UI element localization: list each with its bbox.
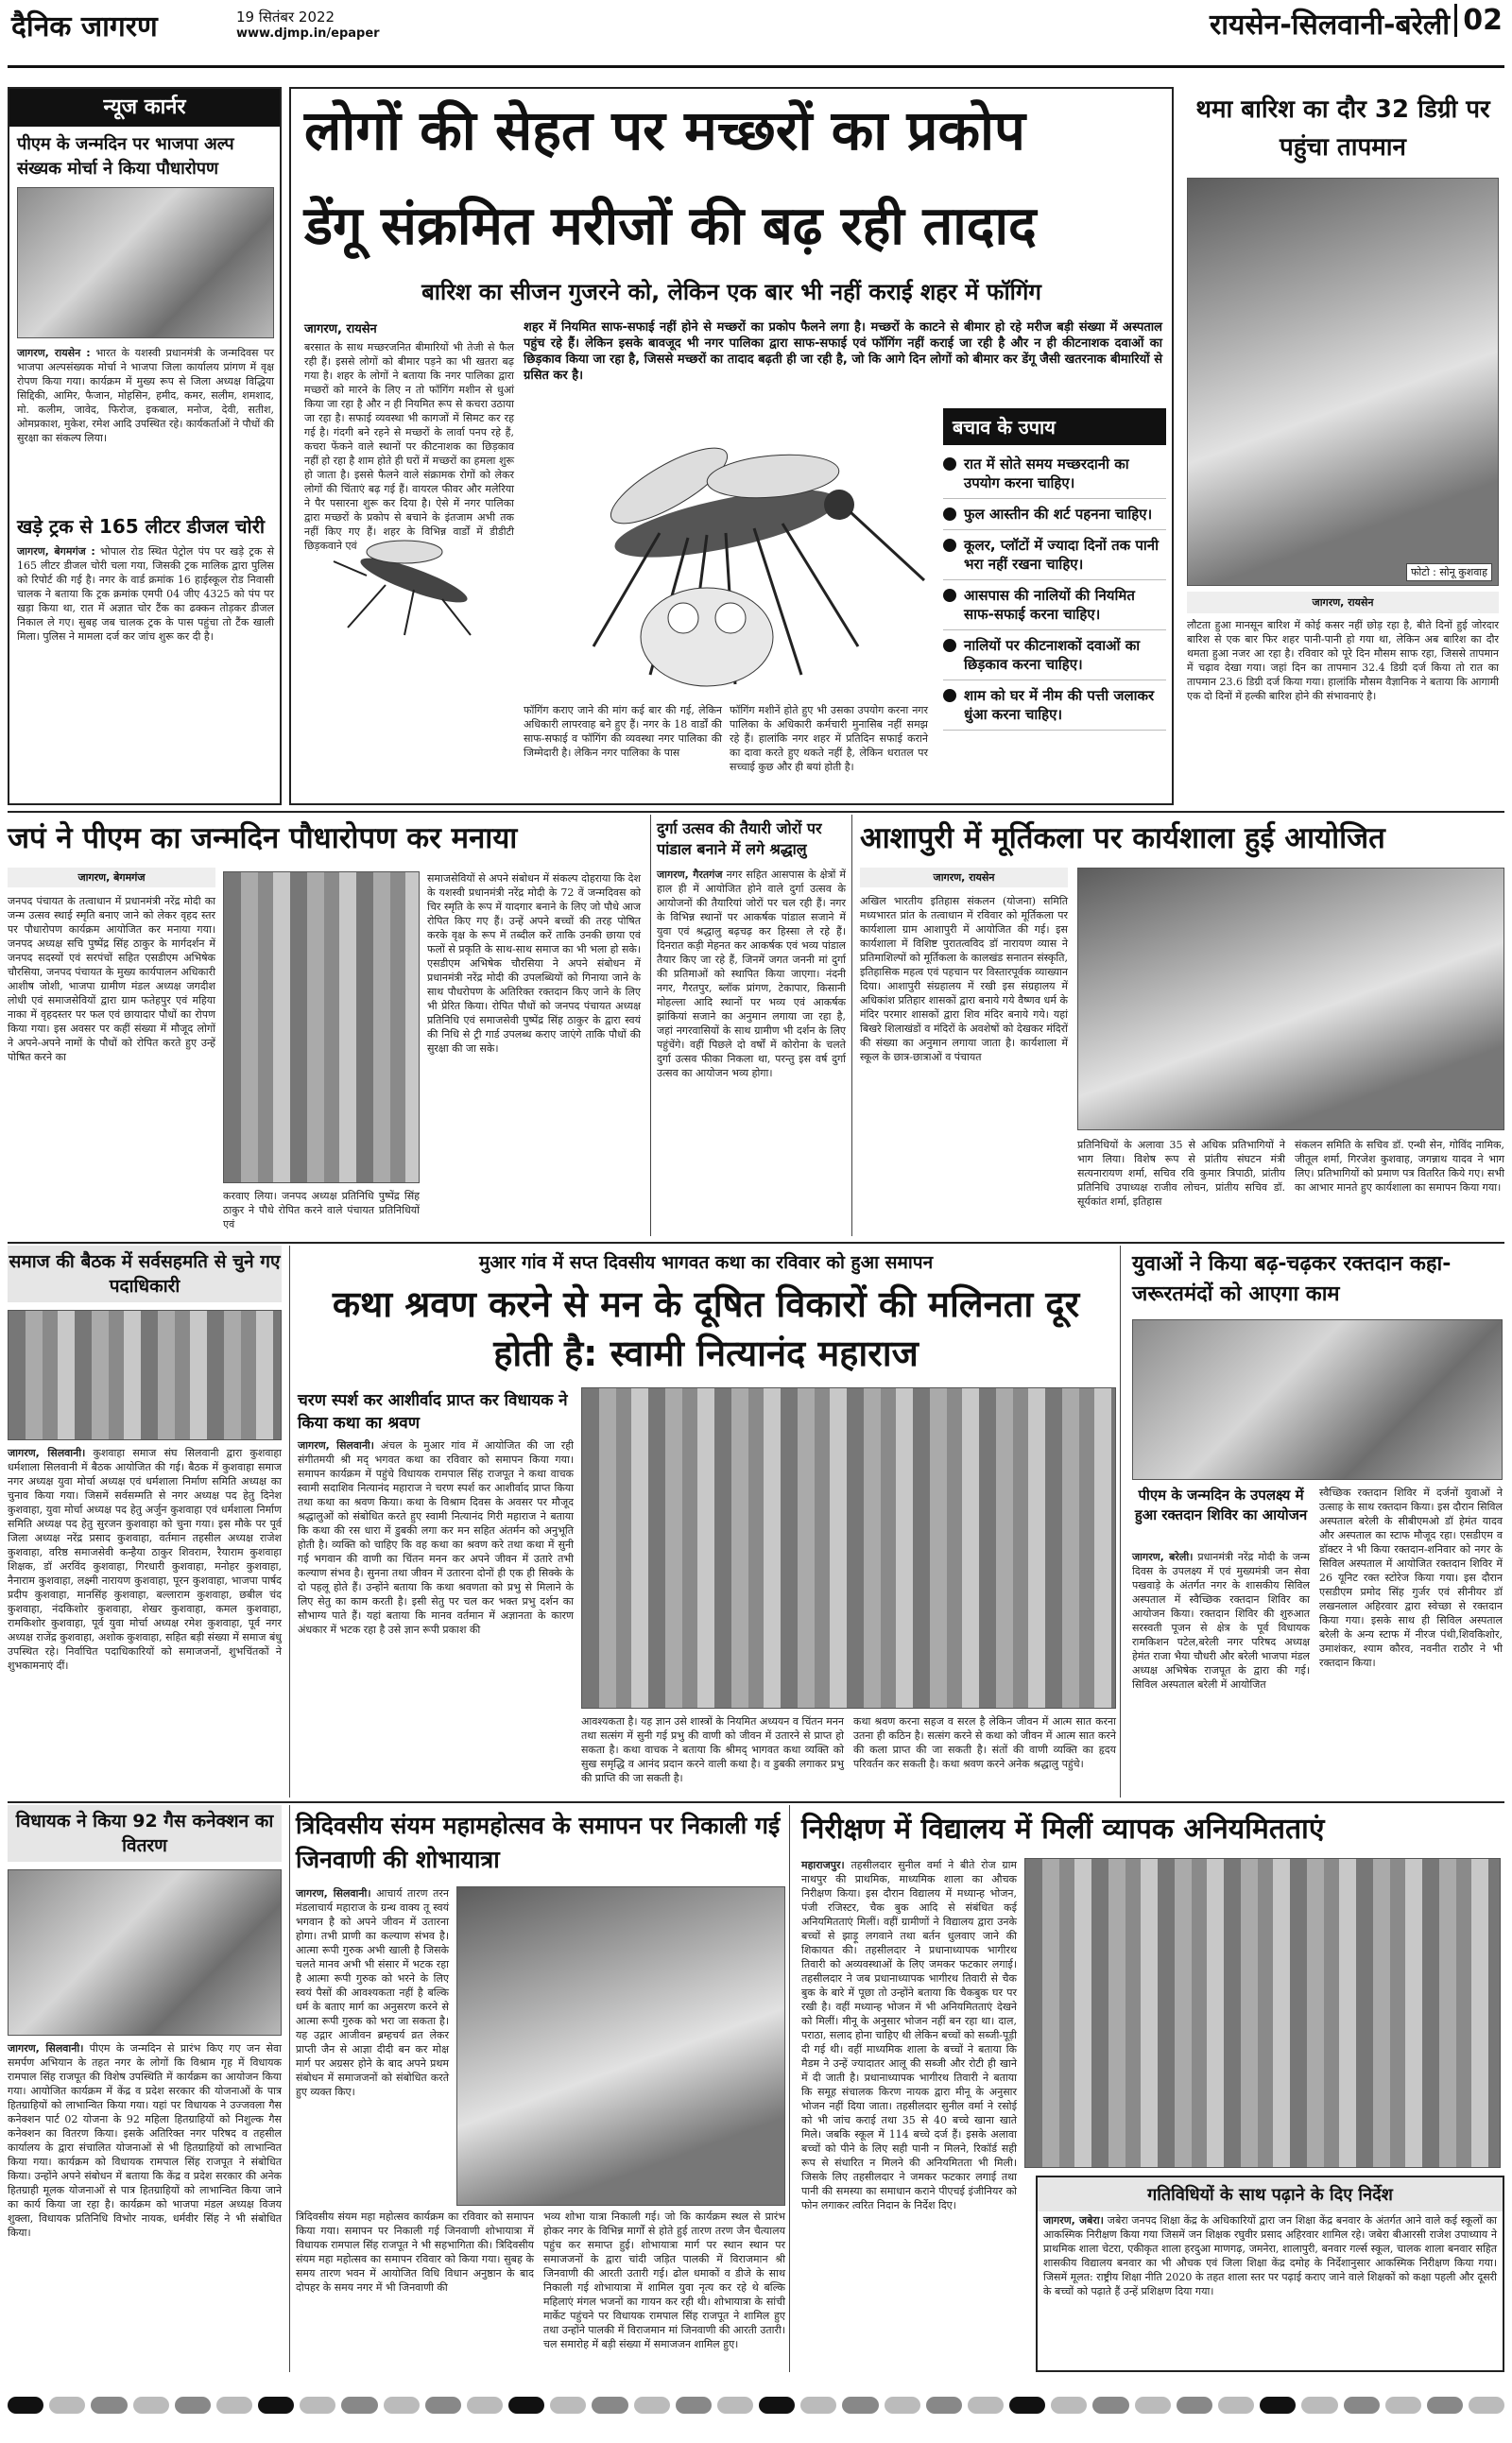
footer-pill xyxy=(842,2397,878,2414)
samaj-photo xyxy=(8,1310,282,1440)
activity-story xyxy=(1036,2176,1504,2372)
footer-pill xyxy=(216,2397,252,2414)
lead-col-1: बरसात के साथ मच्छरजनित बीमारियों भी तेजी से फैल रही हैं। इससे लोगों को बीमार पड़ने का भी खतरा बढ़ गया है। शहर के लोगों ने बताया कि नगर पालिका द्वारा मच्छरों को मारने के लिए न तो फॉगिंग मशीन से धुआं किया जा रहा है और न ही नियमित रूप से कचरा उठाया जा रहा है। सफाई व्यवस्था भी कागजों में सिमट कर रह गई है। गंदगी बने रहने से मच्छरों के लार्वा पनप रहे हैं, कचरा फेंकने वाले स्थानों पर कीटनाशक का छिड़काव नहीं हो रहा है शाम होते ही घरों में मच्छरों का हमला शुरू हो जाता है। इससे फैलने वाले संक्रामक रोगों को लेकर लोगों की चिंताएं बढ़ गई हैं। वायरल फीवर और मलेरिया ने पैर पसारना शुरू कर दिया है। ऐसे में नगर पालिका द्वारा मच्छरों के प्रकोप से बचाने के इंतजाम अभी तक नहीं किए गए हैं। शहर के विभिन्न वार्डों में डीडीटी छिड़कवाने एवं xyxy=(304,341,514,552)
jain-col-2: त्रिदिवसीय संयम महा महोत्सव कार्यक्रम का रविवार को समापन किया गया। समापन पर निकाली गई जिनवाणी शोभायात्रा में विधायक रामपाल सिंह राजपूत ने भी सहभागिता की। त्रिदिवसीय संयम महा महोत्सव का समापन रविवार को किया गया। सुबह के समय तारण भवन में आयोजित विधि विधान अनुष्ठान के बाद दोपहर के समय नगर में भी जिनवाणी की xyxy=(296,2211,534,2294)
masthead xyxy=(8,0,1504,68)
footer-pill xyxy=(467,2397,503,2414)
gas-photo xyxy=(8,1869,282,2036)
mosquito-illustration xyxy=(518,401,934,694)
bullet-icon xyxy=(943,508,956,521)
blood-subhead: पीएम के जन्मदिन के उपलक्ष्य में हुआ रक्तदान शिविर का आयोजन xyxy=(1134,1487,1308,1523)
photo-credit: फोटो : सोनू कुशवाह xyxy=(1406,563,1492,581)
lead-dateline: जागरण, रायसेन xyxy=(304,322,377,336)
precaution-item xyxy=(943,636,1166,680)
precaution-text: फुल आस्तीन की शर्ट पहनना चाहिए। xyxy=(964,506,1153,523)
blood-col-2: स्वैच्छिक रक्तदान शिविर में दर्जनों युवाओं ने उत्साह के साथ रक्तदान किया। इस दौरान सिविल अस्पताल बरेली के सीबीएमओ डॉ हेमंत यादव और अस्पताल का स्टाफ मौजूद रहा। एसडीएम व डॉक्टर ने भी किया रक्तदान-शनिवार को नगर के सिविल अस्पताल में आयोजित रक्तदान शिविर में 26 यूनिट रक्त स्टोरेज किया गया। इस दौरान एसडीएम प्रमोद सिंह गुर्जर एवं सीनीयर डॉ लखनलाल अहिरवार द्वारा स्वेच्छा से रक्तदान किया गया। इसके साथ ही सिविल अस्पताल बरेली के अन्य स्टाफ में नीरज पंथी,शिवकिशोर, उमाशंकर, श्याम कौरव, नवनीत राठौर ने भी रक्तदान किया। xyxy=(1319,1487,1503,1669)
bhagwat-headline: कथा श्रवण करने से मन के दूषित विकारों की मलिनता दूर होती है: स्वामी नित्यानंद महाराज xyxy=(332,1283,1080,1374)
precaution-item xyxy=(943,686,1166,731)
footer-pill xyxy=(425,2397,461,2414)
plantation-dateline: जागरण, बेगमगंज xyxy=(8,868,215,887)
footer-pill xyxy=(968,2397,1004,2414)
footer-pill xyxy=(1092,2397,1128,2414)
footer-pill xyxy=(676,2397,712,2414)
jain-col-1: जागरण, सिलवानी। आचार्य तारण तरन मंडलाचार्य महाराज के ग्रन्थ वाक्य तू स्वयं भगवान है को अपने जीवन में उतारना होगा। तभी प्राणी का कल्याण संभव है। आत्मा रूपी गुरुक अभी खाली है जिसके चलते मानव अभी भी संसार में भटक रहा है आत्मा रूपी गुरुक को भरने के लिए स्वयं पैसों की आवश्यकता नहीं है बल्कि धर्म के बताए मार्ग का अनुसरण करने से आत्मा रूपी गुरुक को भरा जा सकता है। यह उद्गार आजीवन ब्रम्हचर्य व्रत लेकर प्राप्ती जैन से आज्ञा दीदी बन कर मोक्ष मार्ग पर अग्रसर होने के बाद अपने प्रथम संबोधन में समाजजनों को संबोधित करते हुए व्यक्त किए। xyxy=(296,1887,450,2098)
jain-col-3: भव्य शोभा यात्रा निकाली गई। जो कि कार्यक्रम स्थल से प्रारंभ होकर नगर के विभिन्न मार्गों से होते हुई तारण तरण जैन चैत्यालय पहुंच कर समाप्त हुई। शोभायात्रा मार्ग पर स्थान स्थान पर समाजजनों के द्वारा चांदी जड़ित पालकी में विराजमान श्री जिनवाणी की आरती उतारी गई। ढोल धमाकों व डीजे के साथ निकाली गई शोभायात्रा में शामिल युवा नृत्य कर रहे थे बल्कि महिलाएं मंगल भजनों का गायन कर रही थी। शोभायात्रा के सांची मार्केट पहुंचने पर विधायक रामपाल सिंह राजपूत ने शामिल हुए तथा उन्होंने पालकी में विराजमान मां जिनवाणी की आरती उतारी। चल समारोह में बड़ी संख्या में समाजजन शामिल हुए। xyxy=(543,2211,785,2350)
activity-body: जागरण, जबेरा। जबेरा जनपद शिक्षा केंद्र के अधिकारियों द्वारा जन शिक्षा केंद्र बनवार के अंतर्गत आने वाले कई स्कूलों का आकस्मिक निरीक्षण किया गया जिसमें जन शिक्षक रघुवीर प्रसाद अहिरवार शामिल रहे। जबेरा बीआरसी राजेश उपाध्याय ने प्राथमिक शाला चेटरा, एकीकृत शाला हरदुआ माणगढ़, जमनेरा, शालापुरी, बनवार गर्ल्स स्कूल, चालक शाला बनवार सहित शासकीय विद्यालय बनवार का भी औचक एवं जिला शिक्षा केंद्र दमोह के निर्देशानुसार आकस्मिक निरीक्षण किया गया। जिसमें मूलत: राष्ट्रीय शिक्षा नीति 2020 के तहत शाला स्तर पर पढ़ाई कराए जाने वाले शिक्षकों को कक्षा पहली और दूसरी के बच्चों को पढ़ाते हैं उन्हें प्रशिक्षण दिया गया। xyxy=(1043,2214,1498,2297)
footer-pill xyxy=(634,2397,670,2414)
story-body: जागरण, रायसेन : भारत के यशस्वी प्रधानमंत्री के जन्मदिवस पर भाजपा अल्पसंख्यक मोर्चा ने भाजपा जिला कार्यालय प्रांगण में वृक्ष रोपण किया गया। कार्यक्रम में मुख्य रूप से जिला अध्यक्ष विद्धिया सिद्दिकी, आमिर, फैजान, मोहसिन, हमीद, कमर, सलीम, शमशाद, मो. कलीम, जावेद, फिरोज, इकबाल, मनोज, देवी, सतीश, ओमप्रकाश, मुकेश, रमेश आदि उपस्थित रहे। कार्यकर्ताओं ने पौधों की सुरक्षा का संकल्प लिया। xyxy=(17,347,274,444)
precautions-box xyxy=(943,408,1166,796)
footer-pill xyxy=(800,2397,836,2414)
news-corner xyxy=(8,87,282,805)
footer-pill xyxy=(1260,2397,1296,2414)
footer-pill xyxy=(300,2397,335,2414)
bhagwat-col-1: जागरण, सिलवानी। अंचल के मुआर गांव में आयोजित की जा रही संगीतमयी श्री मद् भगवत कथा का रविवार को समापन किया गया। समापन कार्यक्रम में पहुंचे विधायक रामपाल सिंह राजपूत ने कथा वाचक स्वामी सदाशिव नित्यानंद महाराज ने चरण स्पर्श कर आशीर्वाद प्राप्त किया तथा कथा का श्रवण किया। कथा के विश्राम दिवस के अवसर पर मौजूद श्रद्धालुओं को संबोधित करते हुए स्वामी नित्यानंद गिरी महाराज ने बताया कि कथा की रस धारा में डुबकी लगा कर मन सहित अंतर्मन को अनुभूति होती है। व्यक्ति को चाहिए कि वह कथा का श्रवण करे तथा कथा में सुनी गई भगवान की वाणी का चिंतन मनन कर अपने जीवन में उतारे तभी कल्याण संभव है। सुनना तथा जीवन में उतारना दोनों ही एक ही सिक्के के दो पहलू होते हैं। उन्होंने बताया कि कथा श्रवणता को प्रभु से मिलाने के लिए सेतु का काम करती है। इसी सेतु पर चल कर भक्त प्रभु दर्शन का सौभाग्य पाते हैं। यहां बताया कि मानव वर्तमान में अज्ञानता के कारण अंधकार में भटक रहा है उसे ज्ञान रूपी प्रकाश की xyxy=(298,1439,574,1636)
blood-story xyxy=(1128,1246,1504,1798)
gas-headline: विधायक ने किया 92 गैस कनेक्शन का वितरण xyxy=(8,1805,282,1862)
footer-pill xyxy=(8,2397,43,2414)
ashapuri-col-1: अखिल भारतीय इतिहास संकलन (योजना) समिति मध्यभारत प्रांत के तत्वाधान में रविवार को मूर्तिकला पर कार्यशाला ग्राम आशापुरी में आयोजित की गई। इस कार्यशाला में विशिष्ट पुरातत्वविद डॉ नारायण व्यास ने प्रतिमाशिल्पों को मूर्तिकला के कालखंड सनातन संस्कृति, इतिहासिक महत्व एवं पहचान पर विस्तारपूर्वक व्याख्यान दिया। आशापुरी संग्रहालय में रखी इस संग्रहालय में अधिकांश प्रतिहार शासकों द्वारा बनाये गये वैष्णव धर्म के मंदिर परमार शासकों द्वारा शिव मंदिर बनाये गये। यहां बिखरे शिलाखंडों व मंदिरों के अवशेषों को देखकर मंदिरों की संख्या का अनुमान लगाया जाता है। कार्यशाला में स्कूल के छात्र-छात्राओं व पंचायत xyxy=(860,895,1068,1063)
footer-pill xyxy=(258,2397,294,2414)
footer-pill xyxy=(175,2397,211,2414)
precaution-text: आसपास की नालियों की नियमित साफ-सफाई करना चाहिए। xyxy=(964,587,1135,623)
bhagwat-col-3: कथा श्रवण करना सहज व सरल है लेकिन जीवन में आत्म सात करना उतना ही कठिन है। सत्संग करने से कथा को जीवन में आत्म सात करने की कला प्राप्त की जा सकती है। संतों की वाणी व्यक्ति का हृदय परिवर्तन कर सकती है। कथा श्रवण करने अनेक श्रद्धालु पहुंचे। xyxy=(853,1715,1116,1770)
date: 19 सितंबर 2022 xyxy=(236,9,335,26)
bhagwat-kicker: मुआर गांव में सप्त दिवसीय भागवत कथा का रविवार को हुआ समापन xyxy=(478,1252,934,1273)
footer-pill xyxy=(1218,2397,1254,2414)
footer-pill xyxy=(759,2397,795,2414)
page-number: 02 xyxy=(1454,4,1503,37)
edition-name: रायसेन-सिलवानी-बरेली xyxy=(1209,9,1450,42)
news-photo xyxy=(17,187,274,338)
gas-story xyxy=(8,1805,282,2372)
footer-bar xyxy=(8,2391,1504,2419)
plantation-col-1: जनपद पंचायत के तत्वाधान में प्रधानमंत्री नरेंद्र मोदी का जन्म उत्सव स्थाई स्मृति बनाए जाने को लेकर वृहद स्तर पर पौधारोपण कार्यक्रम आयोजित कर मनाया गया। जनपद अध्यक्ष सचि पुष्पेंद्र सिंह ठाकुर के मार्गदर्शन में जनपद सदस्यों एवं सरपंचों सहित एसडीएम अभिषेक चौरसिया, जनपद पंचायत के मुख्य कार्यपालन अधिकारी आशीष जोशी, भाजपा ग्रामीण मंडल अध्यक्ष जगदीश लोधी एवं समाजसेवियों द्वारा ग्राम फतेहपुर एवं महिया नाका में वृहदस्तर पर फल एवं छायादार पौधों का रोपण किया गया। इस अवसर पर कहीं संख्या में मौजूद लोगों ने अपने-अपने नामों के पौधों को रोपित करते हुए उन्हें पोषित करने का xyxy=(8,895,215,1063)
footer-pill xyxy=(508,2397,544,2414)
weather-headline: थमा बारिश का दौर 32 डिग्री पर पहुंचा तापमान xyxy=(1195,95,1490,162)
samaj-headline: समाज की बैठक में सर्वसहमति से चुने गए पदाधिकारी xyxy=(8,1246,282,1302)
durga-body: जागरण, गैरतगंज नगर सहित आसपास के क्षेत्रों में हाल ही में आयोजित होने वाले दुर्गा उत्सव के आयोजनों की तैयारियां जोरों पर चल रही हैं। नगर के विभिन्न स्थानों पर आकर्षक पांडाल सजाने में युवा एवं श्रद्धालु बढ़चढ़ कर हिस्सा ले रहे हैं। दिनरात कड़ी मेहनत कर आकर्षक एवं भव्य पांडाल तैयार किए जा रहे हैं, जिनमें जगत जननी मां दुर्गा की प्रतिमाओं को स्थापित किया जाएगा। नंदनी नगर, गैरतपुर, ब्लॉक प्रांगण, टेकापार, किसानी मोहल्ला आदि स्थानों पर भव्य एवं आकर्षक झांकियां सजाने का अनुमान लगाया जा रहा है, जहां नगरवासियों के साथ ग्रामीण भी दर्शन के लिए पहुंचेंगे। वहीं पिछले दो वर्षों में कोरोना के चलते दुर्गा उत्सव फीका निकला था, परन्तु इस वर्ष दुर्गा उत्सव का आयोजन भव्य होगा। xyxy=(657,869,846,1079)
ashapuri-dateline: जागरण, रायसेन xyxy=(860,868,1068,887)
lead-story xyxy=(289,87,1174,805)
mosquito-icon xyxy=(518,401,934,694)
mosquito-icon xyxy=(329,524,499,637)
small-mosquito xyxy=(329,524,499,637)
durga-headline: दुर्गा उत्सव की तैयारी जोरों पर पांडाल बनाने में लगे श्रद्धालु xyxy=(657,819,822,858)
footer-pill xyxy=(341,2397,377,2414)
epaper-url[interactable]: www.djmp.in/epaper xyxy=(236,26,380,41)
bhagwat-photo xyxy=(581,1387,1116,1709)
bhagwat-subhead: चरण स्पर्श कर आशीर्वाद प्राप्त कर विधायक ने किया कथा का श्रवण xyxy=(298,1391,568,1433)
footer-pill xyxy=(885,2397,920,2414)
story-headline: पीएम के जन्मदिन पर भाजपा अल्प संख्यक मोर्चा ने किया पौधारोपण xyxy=(17,134,234,179)
ashapuri-photo xyxy=(1077,868,1504,1130)
precautions-list xyxy=(943,455,1166,731)
bhagwat-story xyxy=(289,1246,1121,1798)
footer-pill xyxy=(1385,2397,1421,2414)
school-body: महाराजपुर। तहसीलदार सुनील वर्मा ने बीते रोज ग्राम नाथपुर की प्राथमिक, माध्यमिक शाला का औचक निरीक्षण किया। इस दौरान विद्यालय में मध्यान्ह भोजन, पंजी रजिस्टर, चैक बुक आदि से संबंधित कई अनियमितताएं मिलीं। वहीं ग्रामीणों ने विद्यालय द्वारा उनके बच्चों से झाड़ू लगवाने तथा बर्तन धुलवाए जाने की शिकायत की। तहसीलदार ने प्रधानाध्यापक भागीरथ तिवारी को अव्यवस्थाओं के लिए जमकर फटकार लगाई। तहसीलदार ने जब प्रधानाध्यापक भागीरथ तिवारी से चैक बुक के बारे में पूछा तो उन्होंने बताया कि चैकबुक घर पर रखी है। वहीं मध्यान्ह भोजन में भी अनियमितताएं देखने को मिलीं। मीनू के अनुसार भोजन नहीं बन रहा था। दाल, पराठा, सलाद होना चाहिए थी लेकिन बच्चों को सब्जी-पूड़ी दी गई थी। वहीं माध्यमिक शाला के बच्चों ने बताया कि मैडम ने उन्हें ज्यादातर आलू की सब्जी और रोटी ही खाने में दी जाती है। प्रधानाध्यापक भागीरथ तिवारी ने बताया कि समूह संचालक किरण नायक द्वारा मीनू के अनुसार भोजन नहीं दिया जाता। तहसीलदार सुनील वर्मा ने रसोई को भी जांच कराई तथा 35 से 40 बच्चे खाना खाते मिले। जबकि स्कूल में 114 बच्चे दर्ज हैं। इसके अलावा बच्चों को पीने के लिए सही पानी न मिलने, रिकॉर्ड सही रूप से संधारित न मिलने की अनियमितता भी मिली। जिसके लिए तहसीलदार ने जमकर फटकार लगाई तथा पानी की समस्या का समाधान कराने पीएचई इंजीनियर को फोन लगाकर त्वरित निदान के निर्देश दिए। xyxy=(801,1859,1017,2211)
blood-headline: युवाओं ने किया बढ़-चढ़कर रक्तदान कहा- जरूरतमंदों को आएगा काम xyxy=(1132,1252,1452,1306)
weather-story xyxy=(1181,87,1504,805)
blood-col-1: जागरण, बरेली। प्रधानमंत्री नरेंद्र मोदी के जन्म दिवस के उपलक्ष्य में एवं मुख्यमंत्री जन सेवा पखवाड़े के अंतर्गत नगर के शासकीय सिविल अस्पताल में स्वैच्छिक रक्तदान शिविर का आयोजन किया। रक्तदान शिविर की शुरुआत सरस्वती पूजन से क्षेत्र के पूर्व विधायक रामकिशन पटेल,बरेली नगर परिषद अध्यक्ष हेमंत राजा भैया चौधरी और बरेली भाजपा मंडल अध्यक्ष अभिषेक राजपूत के द्वारा की गई। सिविल अस्पताल बरेली में आयोजित xyxy=(1132,1551,1311,1691)
story-body: जागरण, बेगमगंज : भोपाल रोड स्थित पेट्रोल पंप पर खड़े ट्रक से 165 लीटर डीजल चोरी चला गया, जिसकी ट्रक मालिक द्वारा पुलिस को रिपोर्ट की गई है। नगर के वार्ड क्रमांक 16 हाईस्कूल रोड निवासी चालक ने बताया कि ट्रक क्रमांक एमपी 04 जीए 4325 को पंप पर खड़ा किया था, रात में अज्ञात चोर टैंक का ढक्कन तोड़कर डीजल निकाल ले गए। सुबह जब चालक ट्रक के पास पहुंचा तो टैंक खाली मिला। पुलिस ने मामला दर्ज कर जांच शुरू कर दी है। xyxy=(17,545,275,643)
weather-body: लौटता हुआ मानसून बारिश में कोई कसर नहीं छोड़ रहा है, बीते दिनों हुई जोरदार बारिश से एक बार फिर शहर पानी-पानी हो गया था, लेकिन अब बारिश का दौर थमता हुआ नजर आ रहा है। रविवार को पूरे दिन मौसम साफ रहा, जिससे तापमान में चढ़ाव देखा गया। जहां दिन का तापमान 32.4 डिग्री दर्ज किया तो रात का तापमान 23.6 डिग्री दर्ज किया गया। हालांकि मौसम वैज्ञानिक ने बताया कि आगामी एक दो दिनों में हल्की बारिश होने की संभावनाएं है। xyxy=(1187,619,1499,702)
footer-pill xyxy=(91,2397,127,2414)
samaj-body: जागरण, सिलवानी। कुशवाहा समाज संघ सिलवानी द्वारा कुशवाहा धर्मशाला सिलवानी में बैठक आयोजित की गई। बैठक में कुशवाहा समाज नगर अध्यक्ष युवा मोर्चा अध्यक्ष एवं धर्मशाला निर्माण समिति अध्यक्ष का चुनाव किया गया। जिसमें सर्वसम्मति से नगर अध्यक्ष पद हेतु दिनेश कुशवाहा, युवा मोर्चा अध्यक्ष पद हेतु अर्जुन कुशवाहा एवं धर्मशाला निर्माण समिति अध्यक्ष पद हेतु सुरजन कुशवाहा को चुना गया। इस मौके पर पूर्व जिला अध्यक्ष नरेंद्र प्रसाद कुशवाहा, वर्तमान तहसील अध्यक्ष राजेश कुशवाहा, वरिष्ठ समाजसेवी कन्हैया ठाकुर शिवराम, रैयाराम कुशवाहा शिक्षक, डॉ अरविंद कुशवाहा, गिरधारी कुशवाहा, मनोहर कुशवाहा, नैनाराम कुशवाहा, लक्ष्मी नारायण कुशवाहा, पूरन कुशवाहा, भाजपा पार्षद प्रदीप कुशवाहा, मानसिंह कुशवाहा, बल्लाराम कुशवाहा, छबील चंद कुशवाहा, नंदकिशोर कुशवाहा, शेखर कुशवाहा, कमल कुशवाहा, रामकिशोर कुशवाहा, पूर्व युवा मोर्चा अध्यक्ष रमेश कुशवाहा, पूर्व नगर अध्यक्ष राजेंद्र कुशवाहा, अशोक कुशवाहा, सहित बड़ी संख्या में समाज बंधु उपस्थित रहे। निर्वाचित पदाधिकारियों को समाजजनों, शुभचिंतकों ने शुभकामनाएं दीं। xyxy=(8,1447,283,1672)
plantation-photo xyxy=(223,871,420,1183)
footer-pill xyxy=(1177,2397,1212,2414)
precaution-item xyxy=(943,455,1166,499)
bullet-icon xyxy=(943,639,956,652)
ashapuri-col-2: प्रतिनिधियों के अलावा 35 से अधिक प्रतिभागियों ने भाग लिया। विशेष रूप से प्रांतीय संघटन मंत्री सत्यनारायण शर्मा, सचिव रवि कुमार त्रिपाठी, प्रांतीय प्रतिनिधि उपाध्यक्ष राजीव लोचन, प्रांतीय सचिव डॉ. सूर्यकांत शर्मा, इतिहास xyxy=(1077,1139,1285,1208)
gas-body: जागरण, सिलवानी। पीएम के जन्मदिन से प्रारंभ किए गए जन सेवा समर्पण अभियान के तहत नगर के लोगों कि विश्राम गृह में विधायक रामपाल सिंह राजपूत की विशेष उपस्थिति में कार्यक्रम का आयोजन किया गया। आयोजित कार्यक्रम में केंद्र व प्रदेश सरकार की योजनाओं के पात्र हितग्राहियों को लाभान्वित किया गया। यहां पर विधायक ने उज्जवला गैस कनेक्शन पार्ट 02 योजना के 92 महिला हितग्राहियों को निशुल्क गैस कनेक्शन का वितरण किया। इसके अतिरिक्त नगर परिषद व तहसील कार्यालय के द्वारा संचालित योजनाओं से भी हितग्राहियों को लाभान्वित किया गया। कार्यक्रम को विधायक रामपाल सिंह राजपूत ने संबोधित किया। उन्होंने अपने संबोधन में बताया कि केंद्र व प्रदेश सरकार की अनेक हितग्राही मूलक योजनाओं से पात्र हितग्राहियों को लाभान्वित किया जाने का कार्य किया जा रहा है। कार्यक्रम को भाजपा मंडल अध्यक्ष विजय शुक्ला, विधायक प्रतिनिधि विभोर नायक, धर्मवीर सिंह ने भी संबोधित किया। xyxy=(8,2042,283,2239)
footer-pill xyxy=(1051,2397,1087,2414)
bullet-icon xyxy=(943,457,956,471)
footer-pill xyxy=(1009,2397,1045,2414)
bullet-icon xyxy=(943,589,956,602)
bullet-icon xyxy=(943,689,956,702)
news-corner-title: न्यूज कार्नर xyxy=(9,89,280,127)
footer-pill xyxy=(550,2397,586,2414)
footer-pill xyxy=(133,2397,169,2414)
ashapuri-col-3: संकलन समिति के सचिव डॉ. एन्थी सेन, गोविंद नामिक, जीतूल शर्मा, गिरजेश कुशवाह, जगन्नाथ यादव ने भाग लिए। प्रतिभागियों को प्रमाण पत्र वितरित किये गए। सभी का आभार मानते हुए कार्यशाला का समापन किया गया। xyxy=(1295,1139,1504,1194)
precaution-item xyxy=(943,505,1166,530)
footer-pill xyxy=(926,2397,962,2414)
footer-pill xyxy=(49,2397,85,2414)
lead-headline-2: डेंगू संक्रमित मरीजों की बढ़ रही तादाद xyxy=(304,196,1037,257)
plantation-story xyxy=(8,815,641,1236)
plantation-photo-caption: करवाए लिया। जनपद अध्यक्ष प्रतिनिधि पुष्पेंद्र सिंह ठाकुर ने पौधे रोपित करने वाले पंचायत प्रतिनिधियों एवं xyxy=(223,1190,420,1230)
jain-story xyxy=(289,1805,790,2372)
lead-headline-1: लोगों की सेहत पर मच्छरों का प्रकोप xyxy=(304,98,1025,163)
weather-photo xyxy=(1187,178,1499,586)
lead-intro: शहर में नियमित साफ-सफाई नहीं होने से मच्छरों का प्रकोप फैलने लगा है। मच्छरों के काटने से बीमार हो रहे मरीज बड़ी संख्या में अस्पताल पहुंच रहे हैं। लेकिन इसके बावजूद भी नगर पालिका द्वारा साफ-सफाई एवं फॉगिंग नहीं कराई जा रही है और न ही कीटनाशक दवाओं का छिड़काव किया जा रहा है, जिससे मच्छरों का तादाद बढ़ती ही जा रही है, जो कि आगे दिन लोगों को बीमार कर डेंगू जैसी खतरनाक बीमारियों से ग्रसित कर है। xyxy=(524,320,1162,383)
footer-pill xyxy=(1301,2397,1337,2414)
precautions-title: बचाव के उपाय xyxy=(943,408,1166,445)
precaution-item xyxy=(943,586,1166,630)
samaj-story xyxy=(8,1246,282,1798)
bullet-icon xyxy=(943,539,956,552)
lead-col-2: फॉगिंग कराए जाने की मांग कई बार की गई, लेकिन अधिकारी लापरवाह बने हुए हैं। नगर के 18 वार्डों की साफ-सफाई व फॉगिंग की व्यवस्था नगर पालिका की जिम्मेदारी है। लेकिन नगर पालिका के पास xyxy=(524,704,722,759)
precaution-text: शाम को घर में नीम की पत्ती जलाकर धुंआ करना चाहिए। xyxy=(964,687,1155,723)
precaution-item xyxy=(943,536,1166,580)
story-headline: खड़े ट्रक से 165 लीटर डीजल चोरी xyxy=(17,515,266,538)
footer-pill xyxy=(384,2397,420,2414)
lead-subhead: बारिश का सीजन गुजरने को, लेकिन एक बार भी नहीं कराई शहर में फॉगिंग xyxy=(421,279,1041,305)
ashapuri-story xyxy=(860,815,1504,1236)
precaution-text: कूलर, प्लॉटों में ज्यादा दिनों तक पानी भरा नहीं रखना चाहिए। xyxy=(964,537,1159,573)
jain-headline: त्रिदिवसीय संयम महामहोत्सव के समापन पर निकाली गई जिनवाणी की शोभायात्रा xyxy=(296,1812,781,1873)
blood-photo xyxy=(1132,1319,1503,1480)
footer-pill xyxy=(1469,2397,1504,2414)
precaution-text: रात में सोते समय मच्छरदानी का उपयोग करना चाहिए। xyxy=(964,456,1129,491)
weather-dateline: जागरण, रायसेन xyxy=(1187,592,1499,613)
precaution-text: नालियों पर कीटनाशकों दवाओं का छिड़काव करना चाहिए। xyxy=(964,637,1141,673)
footer-pill xyxy=(1427,2397,1463,2414)
jain-photo xyxy=(456,1886,785,2206)
footer-pill xyxy=(592,2397,627,2414)
lead-col-3: फॉगिंग मशीनें होते हुए भी उसका उपयोग करना नगर पालिका के अधिकारी कर्मचारी मुनासिब नहीं समझ रहे हैं। हालांकि नगर शहर में प्रतिदिन सफाई कराने का दावा करते हुए थकते नहीं है, लेकिन धरातल पर सच्चाई कुछ और ही बयां होती है। xyxy=(730,704,928,773)
footer-pill xyxy=(717,2397,753,2414)
activity-headline: गतिविधियों के साथ पढ़ाने के दिए निर्देश xyxy=(1038,2177,1503,2211)
plantation-col-3: समाजसेवियों से अपने संबोधन में संकल्प दोहराया कि देश के यशस्वी प्रधानमंत्री नरेंद्र मोदी के 72 वें जन्मदिवस को चिर स्मृति के रूप में यादगार बनाने के लिए जो पौधे आज रोपित किए गए हैं। उन्हें अपने बच्चों की तरह पोषित करके वृक्ष के रूप में तब्दील करें ताकि उनकी छाया एवं फलों से प्रकृति के साथ-साथ समाज का भी भला हो सके। एसडीएम अभिषेक चौरसिया ने अपने संबोधन में प्रधानमंत्री नरेंद्र मोदी की उपलब्धियों को गिनाया जाने के साथ पौधरोपण के अतिरिक्त रक्तदान किए जाने के लिए भी प्रेरित किया। रोपित पौधों को जनपद पंचायत अध्यक्ष प्रतिनिधि एवं समाजसेवी पुष्पेंद्र सिंह ठाकुर के द्वारा स्वयं की निधि से ट्री गार्ड उपलब्ध कराए जाएंगे ताकि पौधों की सुरक्षा की जा सके। xyxy=(427,872,641,1055)
ashapuri-headline: आशापुरी में मूर्तिकला पर कार्यशाला हुई आयोजित xyxy=(860,821,1385,855)
paper-name: दैनिक जागरण xyxy=(11,10,158,43)
school-photo xyxy=(1024,1858,1501,2168)
durga-story xyxy=(650,815,852,1236)
footer-pill xyxy=(1344,2397,1380,2414)
footer-pill xyxy=(1135,2397,1171,2414)
bhagwat-col-2: आवश्यकता है। यह ज्ञान उसे शास्त्रों के नियमित अध्ययन व चिंतन मनन तथा सत्संग में सुनी गई प्रभु की वाणी को जीवन में उतारने से प्राप्त हो सकता है। कथा वाचक ने बताया कि श्रीमद् भागवत कथा व्यक्ति को सुख समृद्धि व आनंद प्रदान करने वाली कथा है। व डुबकी लगाकर प्रभु की प्राप्ति की जा सकती है। xyxy=(581,1715,844,1784)
plantation-headline: जपं ने पीएम का जन्मदिन पौधारोपण कर मनाया xyxy=(8,821,518,855)
school-headline: निरीक्षण में विद्यालय में मिलीं व्यापक अनियमितताएं xyxy=(801,1813,1325,1846)
